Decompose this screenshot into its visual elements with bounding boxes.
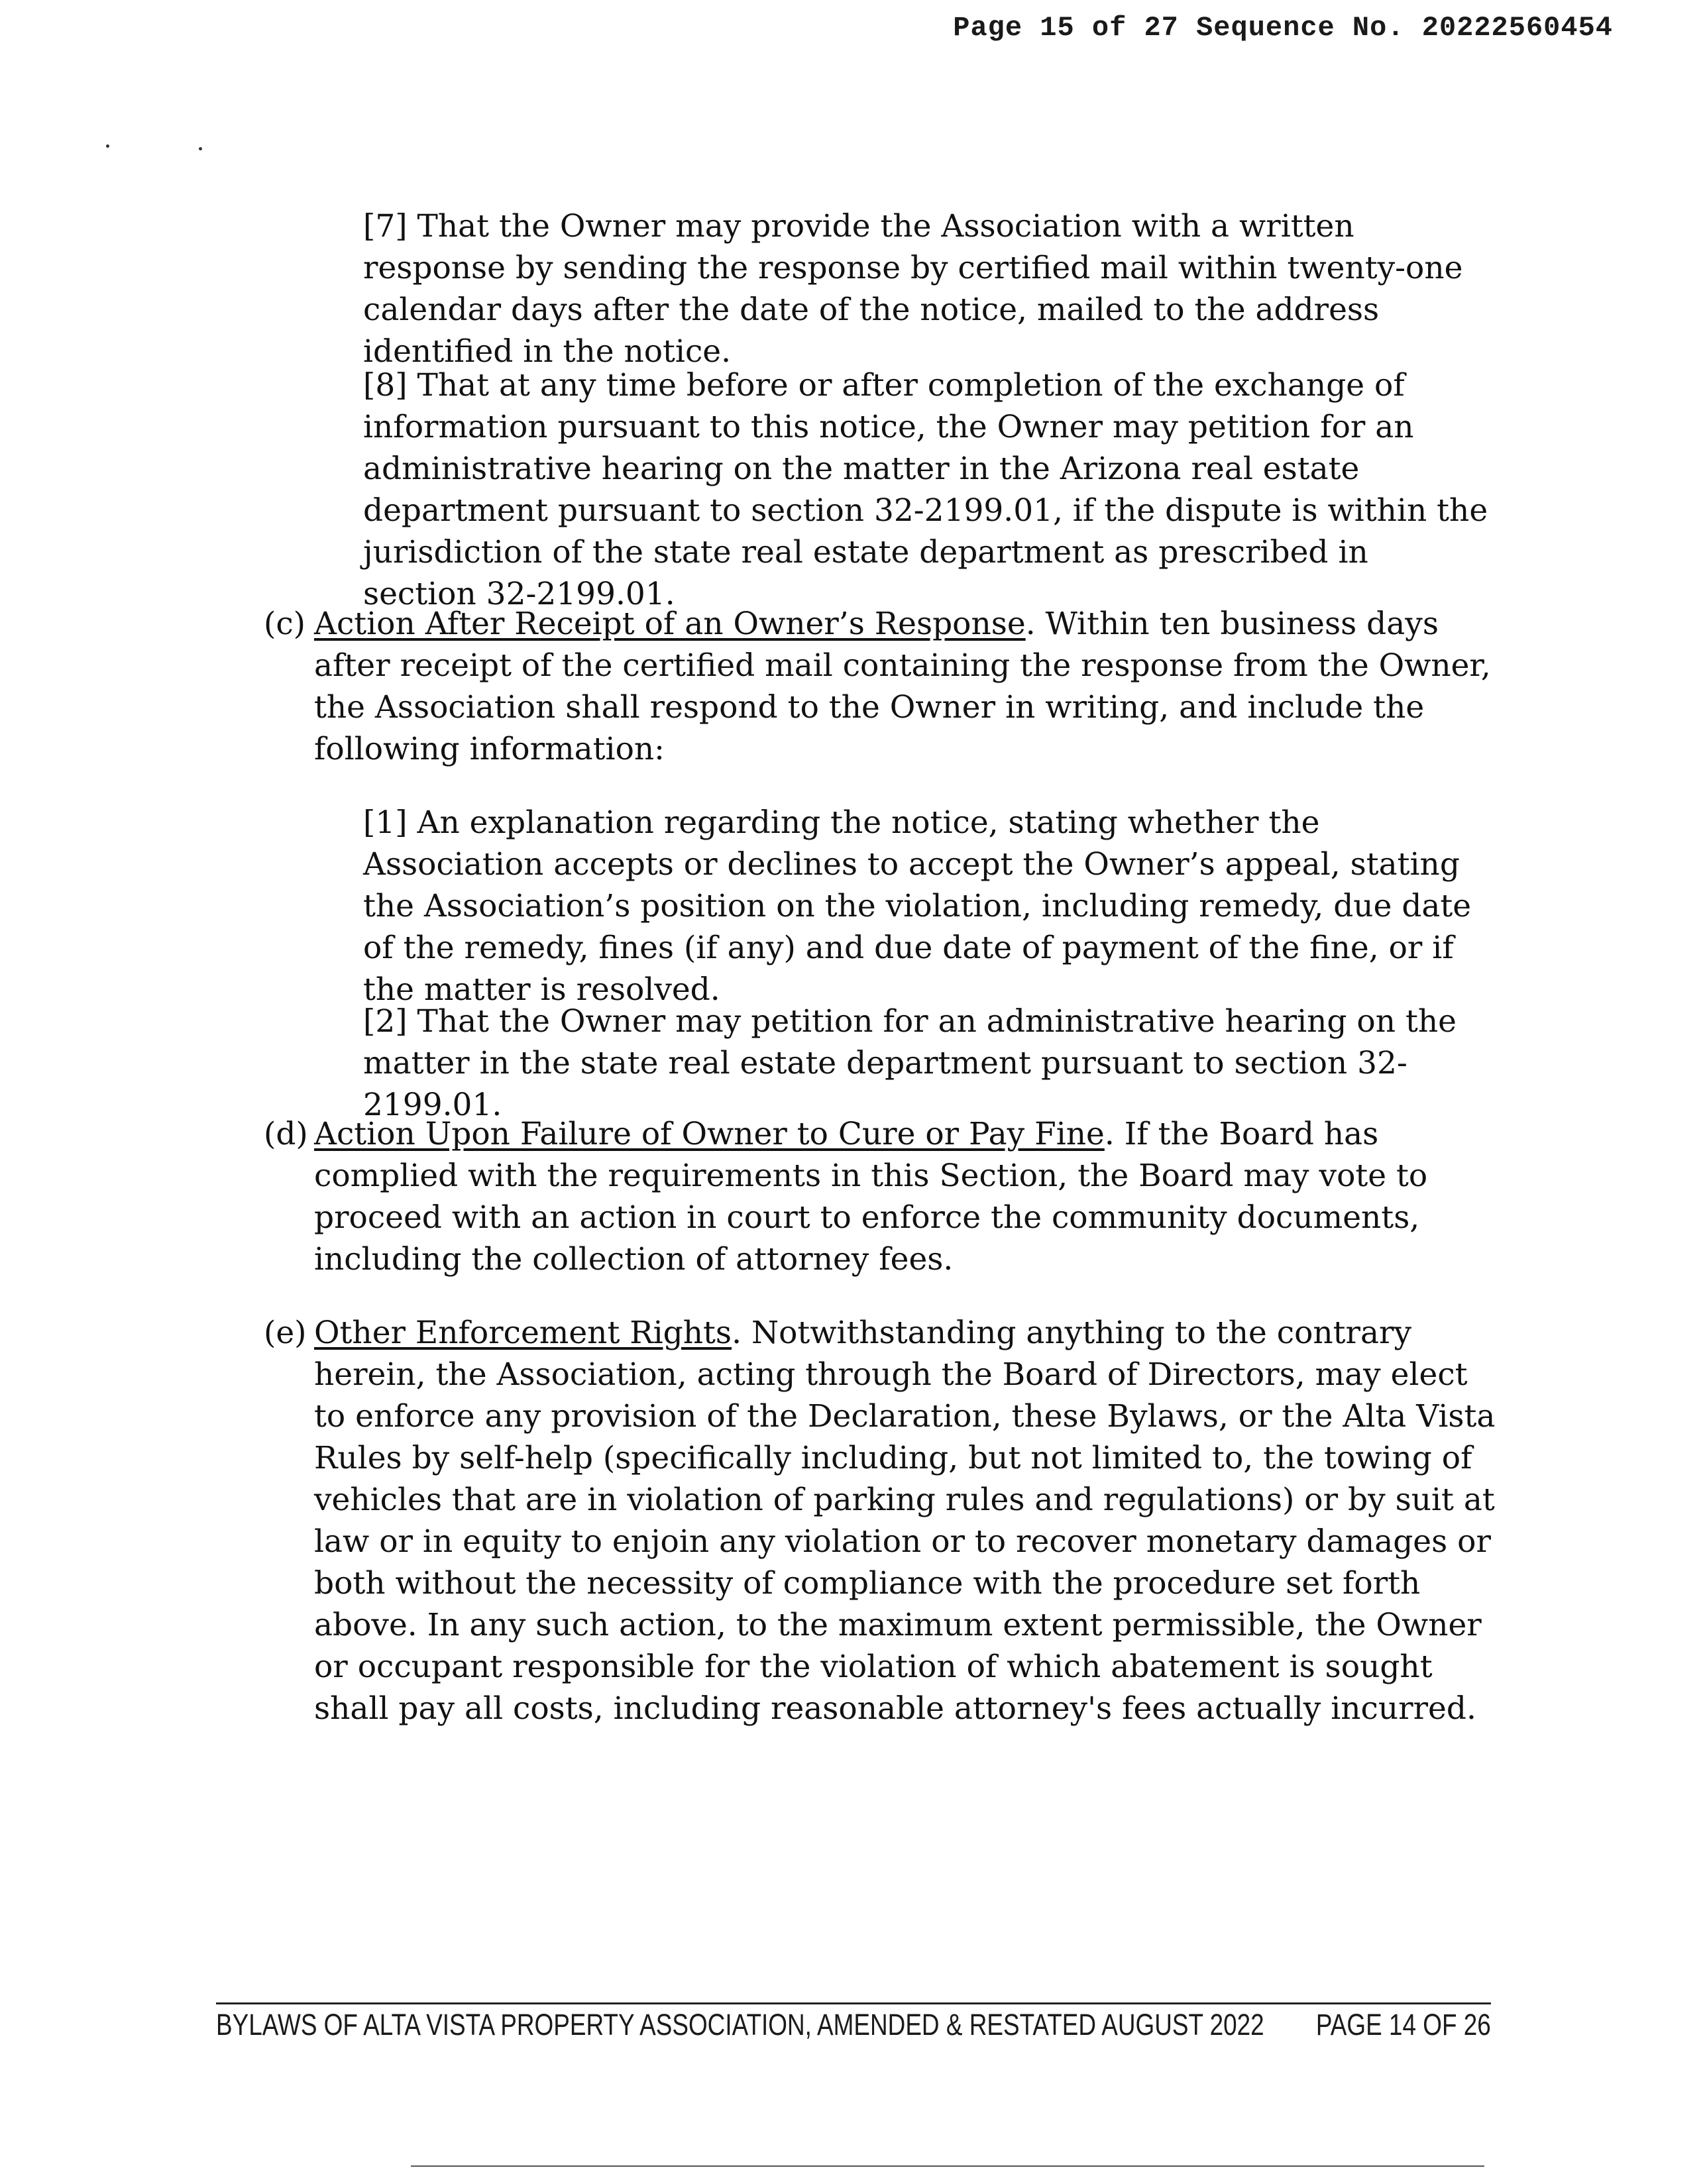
section-e (264, 1312, 1496, 1729)
scan-speck (106, 144, 109, 148)
section-c-marker: (c) (264, 606, 305, 642)
recording-sequence-header: Page 15 of 27 Sequence No. 20222560454 (953, 12, 1613, 44)
paragraph-c-item-1 (363, 802, 1490, 1010)
paragraph-item-7 (363, 205, 1490, 372)
c-item-1-text: [1] An explanation regarding the notice, stating whether the Association accepts or declines to accept the Owner’s appeal, stating the Association’s position on the violation, including remedy, due date of the remedy, fines (if any) and due date of payment of the fine, or if the matter is resolved. (363, 804, 1472, 1008)
section-d (264, 1113, 1496, 1280)
scan-speck (199, 147, 202, 150)
scan-bottom-line (411, 2165, 1484, 2167)
footer-divider (216, 2002, 1491, 2004)
section-e-marker: (e) (264, 1315, 307, 1351)
section-e-text: . Notwithstanding anything to the contrary herein, the Association, acting through the Board of Directors, may elect to enforce any provision of the Declaration, these Bylaws, or the Alta Vista Rules by self-help (specifically including, but not limited to, the towing of vehicles that are in violation of parking rules and regulations) or by suit at law or in equity to enjoin any violation or to recover monetary damages or both without the necessity of compliance with the procedure set forth above. In any such action, to the maximum extent permissible, the Owner or occupant responsible for the violation of which abatement is sought shall pay all costs, including reasonable attorney's fees actually incurred. (314, 1315, 1496, 1727)
item-8-text: [8] That at any time before or after completion of the exchange of information pursuant to this notice, the Owner may petition for an administrative hearing on the matter in the Arizona real estate department pursuant to section 32-2199.01, if the dispute is within the jurisdiction of the state real estate department as prescribed in section 32-2199.01. (363, 367, 1488, 612)
section-e-heading: Other Enforcement Rights (314, 1315, 732, 1351)
footer-document-title: BYLAWS OF ALTA VISTA PROPERTY ASSOCIATION, AMENDED & RESTATED AUGUST 2022 (216, 2008, 1264, 2042)
section-c-heading: Action After Receipt of an Owner’s Response (314, 606, 1026, 642)
section-c-text: . Within ten business days after receipt of the certified mail containing the response from the Owner, the Association shall respond to the Owner in writing, and include the following information: (314, 606, 1491, 767)
item-7-text: [7] That the Owner may provide the Association with a written response by sending the response by certified mail within twenty-one calendar days after the date of the notice, mailed to the address identified in the notice. (363, 208, 1463, 370)
paragraph-item-8 (363, 364, 1490, 615)
section-d-marker: (d) (264, 1116, 308, 1152)
footer-page-number: PAGE 14 OF 26 (1316, 2008, 1491, 2042)
paragraph-c-item-2 (363, 1001, 1490, 1126)
c-item-2-text: [2] That the Owner may petition for an administrative hearing on the matter in the state real estate department pursuant to section 32-2199.01. (363, 1003, 1457, 1123)
section-d-text: . If the Board has complied with the requirements in this Section, the Board may vote to proceed with an action in court to enforce the community documents, including the collection of attorney fees. (314, 1116, 1428, 1278)
section-c (264, 603, 1496, 770)
section-d-heading: Action Upon Failure of Owner to Cure or Pay Fine (314, 1116, 1105, 1152)
